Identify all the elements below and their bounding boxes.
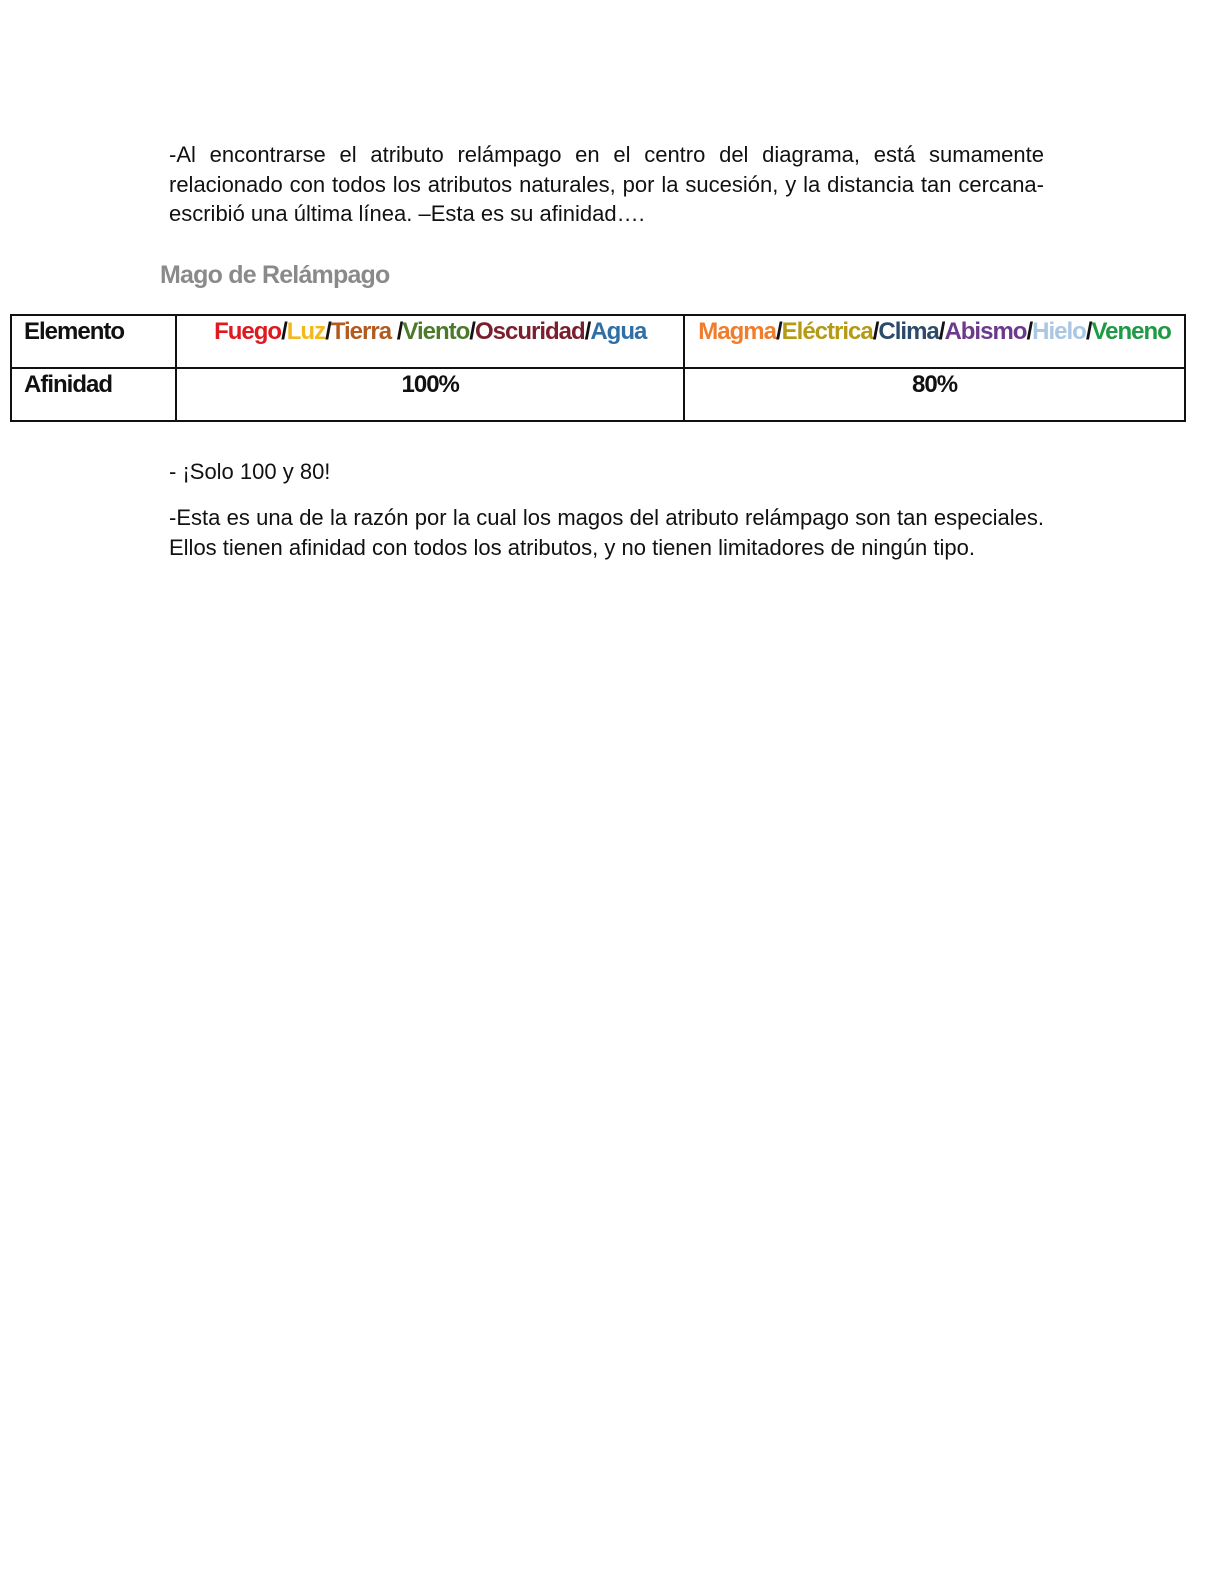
separator: / — [396, 318, 403, 345]
intro-paragraph: -Al encontrarse el atributo relámpago en el centro del diagrama, está sumamente relacionado con todos los atributos naturales, por la sucesión, y la distancia tan cercana- escribió una última línea. –Esta es su afinidad…. — [169, 142, 1044, 226]
element-row — [11, 315, 1185, 368]
element-viento: Viento — [402, 318, 470, 345]
elements-80-cell — [684, 315, 1185, 368]
separator: / — [938, 318, 945, 345]
affinity-row-label: Afinidad — [11, 368, 176, 421]
element-oscuridad: Oscuridad — [474, 318, 585, 345]
affinity-row — [11, 368, 1185, 421]
affinity-80-value: 80% — [684, 368, 1185, 421]
element-magma: Magma — [698, 318, 776, 345]
table-title: Mago de Relámpago — [160, 261, 390, 289]
closing-paragraph: -Esta es una de la razón por la cual los magos del atributo relámpago son tan especiales. Ellos tienen afinidad con todos los atributos, y no tienen limitadores de ningún tipo. — [169, 505, 1044, 560]
element-luz: Luz — [286, 318, 326, 345]
element-clima: Clima — [878, 318, 939, 345]
separator: / — [281, 318, 287, 345]
separator: / — [775, 318, 782, 345]
separator: / — [584, 318, 591, 345]
separator: / — [469, 318, 475, 345]
element-electrica: Eléctrica — [781, 318, 873, 345]
element-tierra: Tierra — [330, 318, 397, 345]
element-row-label: Elemento — [11, 315, 176, 368]
elements-100-cell — [176, 315, 684, 368]
separator: / — [1085, 318, 1092, 345]
separator: / — [1026, 318, 1033, 345]
affinity-table — [10, 314, 1186, 422]
separator: / — [325, 318, 331, 345]
element-abismo: Abismo — [944, 318, 1027, 345]
element-hielo: Hielo — [1032, 318, 1086, 345]
element-agua: Agua — [590, 318, 647, 345]
element-fuego: Fuego — [214, 318, 282, 345]
affinity-100-value: 100% — [176, 368, 684, 421]
exclamation-paragraph: - ¡Solo 100 y 80! — [169, 459, 331, 484]
separator: / — [872, 318, 879, 345]
element-veneno: Veneno — [1091, 318, 1171, 345]
